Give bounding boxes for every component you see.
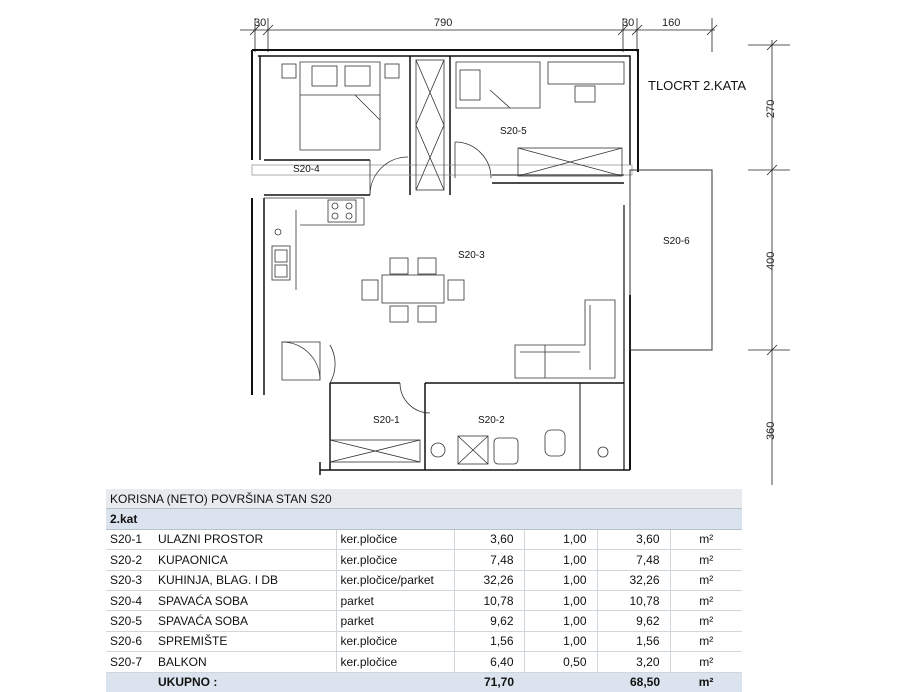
kitchen-icon — [264, 198, 364, 290]
walls — [252, 50, 638, 475]
table-row — [106, 570, 742, 590]
room-code: S20-2 — [106, 550, 154, 570]
room-name: SPAVAĆA SOBA — [154, 611, 336, 631]
total-unit: m² — [670, 672, 742, 692]
room-unit: m² — [670, 652, 742, 672]
room-name: KUPAONICA — [154, 550, 336, 570]
room-code: S20-5 — [106, 611, 154, 631]
table-row — [106, 529, 742, 549]
dim-top-wall-left: 30 — [254, 17, 267, 29]
room-flooring: parket — [336, 590, 454, 610]
room-flooring: ker.pločice — [336, 652, 454, 672]
room-flooring: ker.pločice — [336, 631, 454, 651]
room-code: S20-1 — [106, 529, 154, 549]
total-spacer — [106, 672, 154, 692]
room-label-s20-5: S20-5 — [500, 126, 527, 137]
dim-right-3: 360 — [765, 421, 777, 440]
room-flooring: ker.pločice — [336, 550, 454, 570]
table-row — [106, 550, 742, 570]
room-area: 7,48 — [454, 550, 524, 570]
room-net-area: 3,20 — [597, 652, 670, 672]
table-title: KORISNA (NETO) POVRŠINA STAN S20 — [106, 489, 742, 509]
dim-right-2: 400 — [765, 251, 777, 270]
bed-icon — [282, 62, 624, 150]
room-area: 10,78 — [454, 590, 524, 610]
table-row — [106, 652, 742, 672]
room-unit: m² — [670, 550, 742, 570]
bathroom-fixtures-icon — [431, 430, 608, 464]
sofa-icon — [515, 300, 615, 378]
room-label-s20-4: S20-4 — [293, 164, 320, 175]
area-table — [106, 489, 742, 692]
table-row — [106, 611, 742, 631]
room-unit: m² — [670, 529, 742, 549]
room-area: 1,56 — [454, 631, 524, 651]
room-unit: m² — [670, 590, 742, 610]
room-flooring: parket — [336, 611, 454, 631]
room-net-area: 1,56 — [597, 631, 670, 651]
room-code: S20-7 — [106, 652, 154, 672]
dim-top-width: 790 — [434, 17, 453, 29]
room-flooring: ker.pločice/parket — [336, 570, 454, 590]
table-row — [106, 631, 742, 651]
room-area: 3,60 — [454, 529, 524, 549]
room-flooring: ker.pločice — [336, 529, 454, 549]
room-net-area: 9,62 — [597, 611, 670, 631]
total-area: 71,70 — [454, 672, 524, 692]
room-label-s20-6: S20-6 — [663, 236, 690, 247]
table-row — [106, 590, 742, 610]
dining-table-icon — [362, 258, 464, 322]
total-net-area: 68,50 — [597, 672, 670, 692]
room-area: 6,40 — [454, 652, 524, 672]
room-unit: m² — [670, 631, 742, 651]
room-code: S20-6 — [106, 631, 154, 651]
table-title-row — [106, 489, 742, 509]
dim-top-wall-right: 30 — [622, 17, 635, 29]
room-coefficient: 1,00 — [524, 611, 597, 631]
room-unit: m² — [670, 611, 742, 631]
table-floor-row — [106, 509, 742, 529]
room-area: 9,62 — [454, 611, 524, 631]
table-floor-label: 2.kat — [106, 509, 742, 529]
room-label-s20-3: S20-3 — [458, 250, 485, 261]
room-name: SPAVAĆA SOBA — [154, 590, 336, 610]
room-net-area: 7,48 — [597, 550, 670, 570]
closet-icon — [330, 60, 622, 464]
table-total-row — [106, 672, 742, 692]
room-name: BALKON — [154, 652, 336, 672]
plan-title: TLOCRT 2.KATA — [648, 78, 747, 93]
room-label-s20-1: S20-1 — [373, 415, 400, 426]
room-net-area: 10,78 — [597, 590, 670, 610]
room-coefficient: 1,00 — [524, 570, 597, 590]
room-name: SPREMIŠTE — [154, 631, 336, 651]
room-name: KUHINJA, BLAG. I DB — [154, 570, 336, 590]
room-coefficient: 1,00 — [524, 631, 597, 651]
room-name: ULAZNI PROSTOR — [154, 529, 336, 549]
dim-right-1: 270 — [765, 99, 777, 118]
total-spacer — [524, 672, 597, 692]
room-coefficient: 1,00 — [524, 590, 597, 610]
room-net-area: 3,60 — [597, 529, 670, 549]
total-label: UKUPNO : — [154, 672, 336, 692]
room-net-area: 32,26 — [597, 570, 670, 590]
room-area: 32,26 — [454, 570, 524, 590]
dim-top-balcony: 160 — [662, 17, 681, 29]
room-coefficient: 0,50 — [524, 652, 597, 672]
balcony-outline — [630, 170, 712, 350]
room-label-s20-2: S20-2 — [478, 415, 505, 426]
room-code: S20-4 — [106, 590, 154, 610]
room-coefficient: 1,00 — [524, 550, 597, 570]
total-spacer — [336, 672, 454, 692]
room-unit: m² — [670, 570, 742, 590]
door-swings — [282, 142, 491, 413]
room-coefficient: 1,00 — [524, 529, 597, 549]
room-code: S20-3 — [106, 570, 154, 590]
